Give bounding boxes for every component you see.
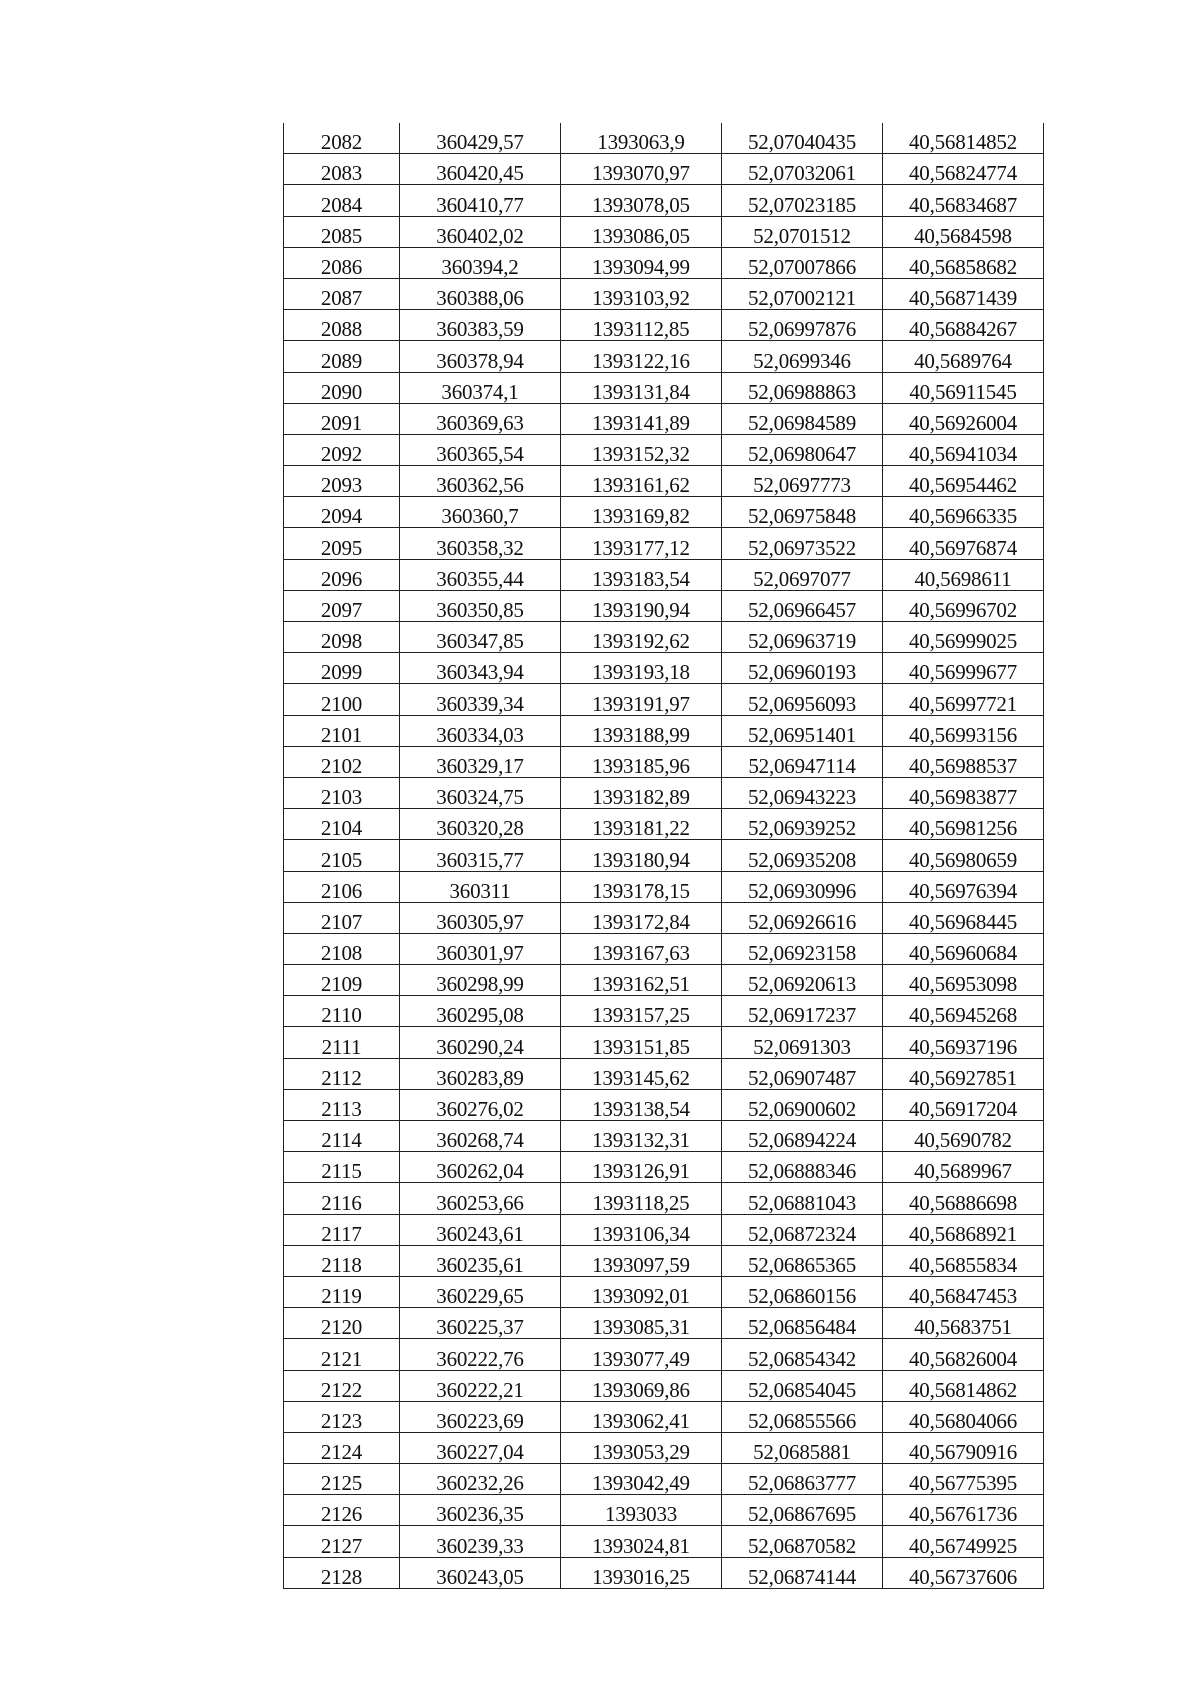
- y-coordinate-cell: 1393145,62: [561, 1058, 722, 1089]
- point-number-cell: 2097: [284, 590, 400, 621]
- longitude-cell: 40,5684598: [883, 216, 1044, 247]
- x-coordinate-cell: 360362,56: [400, 466, 561, 497]
- point-number-cell: 2118: [284, 1245, 400, 1276]
- latitude-cell: 52,06943223: [722, 777, 883, 808]
- table-row: [284, 1214, 1044, 1245]
- y-coordinate-cell: 1393169,82: [561, 497, 722, 528]
- y-coordinate-cell: 1393024,81: [561, 1526, 722, 1557]
- point-number-cell: 2113: [284, 1089, 400, 1120]
- point-number-cell: 2095: [284, 528, 400, 559]
- x-coordinate-cell: 360290,24: [400, 1027, 561, 1058]
- longitude-cell: 40,56999677: [883, 653, 1044, 684]
- table-row: [284, 497, 1044, 528]
- table-row: [284, 1464, 1044, 1495]
- table-row: [284, 1027, 1044, 1058]
- point-number-cell: 2111: [284, 1027, 400, 1058]
- x-coordinate-cell: 360343,94: [400, 653, 561, 684]
- latitude-cell: 52,0697077: [722, 559, 883, 590]
- table-row: [284, 247, 1044, 278]
- longitude-cell: 40,56855834: [883, 1245, 1044, 1276]
- longitude-cell: 40,56868921: [883, 1214, 1044, 1245]
- point-number-cell: 2087: [284, 278, 400, 309]
- latitude-cell: 52,06988863: [722, 372, 883, 403]
- longitude-cell: 40,56761736: [883, 1495, 1044, 1526]
- y-coordinate-cell: 1393086,05: [561, 216, 722, 247]
- longitude-cell: 40,56824774: [883, 154, 1044, 185]
- table-row: [284, 403, 1044, 434]
- x-coordinate-cell: 360276,02: [400, 1089, 561, 1120]
- y-coordinate-cell: 1393092,01: [561, 1276, 722, 1307]
- latitude-cell: 52,06947114: [722, 746, 883, 777]
- x-coordinate-cell: 360429,57: [400, 123, 561, 154]
- x-coordinate-cell: 360227,04: [400, 1432, 561, 1463]
- y-coordinate-cell: 1393078,05: [561, 185, 722, 216]
- longitude-cell: 40,56966335: [883, 497, 1044, 528]
- longitude-cell: 40,56804066: [883, 1401, 1044, 1432]
- longitude-cell: 40,56941034: [883, 434, 1044, 465]
- table-row: [284, 809, 1044, 840]
- latitude-cell: 52,06855566: [722, 1401, 883, 1432]
- y-coordinate-cell: 1393063,9: [561, 123, 722, 154]
- point-number-cell: 2085: [284, 216, 400, 247]
- y-coordinate-cell: 1393183,54: [561, 559, 722, 590]
- table-row: [284, 1308, 1044, 1339]
- longitude-cell: 40,56980659: [883, 840, 1044, 871]
- table-row: [284, 216, 1044, 247]
- y-coordinate-cell: 1393126,91: [561, 1152, 722, 1183]
- x-coordinate-cell: 360420,45: [400, 154, 561, 185]
- latitude-cell: 52,0699346: [722, 341, 883, 372]
- table-row: [284, 996, 1044, 1027]
- y-coordinate-cell: 1393181,22: [561, 809, 722, 840]
- longitude-cell: 40,56953098: [883, 965, 1044, 996]
- latitude-cell: 52,06975848: [722, 497, 883, 528]
- y-coordinate-cell: 1393157,25: [561, 996, 722, 1027]
- longitude-cell: 40,56858682: [883, 247, 1044, 278]
- point-number-cell: 2094: [284, 497, 400, 528]
- point-number-cell: 2112: [284, 1058, 400, 1089]
- y-coordinate-cell: 1393097,59: [561, 1245, 722, 1276]
- point-number-cell: 2106: [284, 871, 400, 902]
- point-number-cell: 2116: [284, 1183, 400, 1214]
- longitude-cell: 40,56814852: [883, 123, 1044, 154]
- longitude-cell: 40,56826004: [883, 1339, 1044, 1370]
- point-number-cell: 2127: [284, 1526, 400, 1557]
- table-row: [284, 1339, 1044, 1370]
- longitude-cell: 40,56926004: [883, 403, 1044, 434]
- point-number-cell: 2088: [284, 310, 400, 341]
- point-number-cell: 2083: [284, 154, 400, 185]
- point-number-cell: 2100: [284, 684, 400, 715]
- longitude-cell: 40,56981256: [883, 809, 1044, 840]
- table-row: [284, 1432, 1044, 1463]
- latitude-cell: 52,06980647: [722, 434, 883, 465]
- x-coordinate-cell: 360305,97: [400, 902, 561, 933]
- longitude-cell: 40,56999025: [883, 622, 1044, 653]
- longitude-cell: 40,5698611: [883, 559, 1044, 590]
- longitude-cell: 40,5689764: [883, 341, 1044, 372]
- latitude-cell: 52,06966457: [722, 590, 883, 621]
- x-coordinate-cell: 360410,77: [400, 185, 561, 216]
- table-row: [284, 528, 1044, 559]
- table-row: [284, 840, 1044, 871]
- latitude-cell: 52,06874144: [722, 1557, 883, 1588]
- point-number-cell: 2110: [284, 996, 400, 1027]
- x-coordinate-cell: 360243,05: [400, 1557, 561, 1588]
- x-coordinate-cell: 360394,2: [400, 247, 561, 278]
- y-coordinate-cell: 1393152,32: [561, 434, 722, 465]
- x-coordinate-cell: 360298,99: [400, 965, 561, 996]
- x-coordinate-cell: 360222,21: [400, 1370, 561, 1401]
- table-row: [284, 123, 1044, 154]
- x-coordinate-cell: 360232,26: [400, 1464, 561, 1495]
- longitude-cell: 40,56814862: [883, 1370, 1044, 1401]
- latitude-cell: 52,0685881: [722, 1432, 883, 1463]
- point-number-cell: 2089: [284, 341, 400, 372]
- point-number-cell: 2126: [284, 1495, 400, 1526]
- table-row: [284, 715, 1044, 746]
- table-row: [284, 1370, 1044, 1401]
- y-coordinate-cell: 1393138,54: [561, 1089, 722, 1120]
- y-coordinate-cell: 1393070,97: [561, 154, 722, 185]
- point-number-cell: 2082: [284, 123, 400, 154]
- latitude-cell: 52,06854342: [722, 1339, 883, 1370]
- point-number-cell: 2124: [284, 1432, 400, 1463]
- table-row: [284, 1058, 1044, 1089]
- y-coordinate-cell: 1393167,63: [561, 933, 722, 964]
- point-number-cell: 2107: [284, 902, 400, 933]
- y-coordinate-cell: 1393193,18: [561, 653, 722, 684]
- table-row: [284, 1526, 1044, 1557]
- y-coordinate-cell: 1393151,85: [561, 1027, 722, 1058]
- longitude-cell: 40,56988537: [883, 746, 1044, 777]
- x-coordinate-cell: 360339,34: [400, 684, 561, 715]
- longitude-cell: 40,56737606: [883, 1557, 1044, 1588]
- point-number-cell: 2099: [284, 653, 400, 684]
- longitude-cell: 40,56976874: [883, 528, 1044, 559]
- latitude-cell: 52,06930996: [722, 871, 883, 902]
- longitude-cell: 40,56911545: [883, 372, 1044, 403]
- x-coordinate-cell: 360355,44: [400, 559, 561, 590]
- longitude-cell: 40,56917204: [883, 1089, 1044, 1120]
- table-row: [284, 154, 1044, 185]
- table-row: [284, 684, 1044, 715]
- x-coordinate-cell: 360236,35: [400, 1495, 561, 1526]
- table-row: [284, 1121, 1044, 1152]
- table-row: [284, 590, 1044, 621]
- x-coordinate-cell: 360315,77: [400, 840, 561, 871]
- table-row: [284, 1557, 1044, 1588]
- x-coordinate-cell: 360222,76: [400, 1339, 561, 1370]
- latitude-cell: 52,0701512: [722, 216, 883, 247]
- table-row: [284, 871, 1044, 902]
- y-coordinate-cell: 1393185,96: [561, 746, 722, 777]
- point-number-cell: 2108: [284, 933, 400, 964]
- x-coordinate-cell: 360358,32: [400, 528, 561, 559]
- table-row: [284, 622, 1044, 653]
- latitude-cell: 52,06963719: [722, 622, 883, 653]
- longitude-cell: 40,5683751: [883, 1308, 1044, 1339]
- table-row: [284, 746, 1044, 777]
- y-coordinate-cell: 1393033: [561, 1495, 722, 1526]
- table-row: [284, 1089, 1044, 1120]
- point-number-cell: 2114: [284, 1121, 400, 1152]
- table-row: [284, 1401, 1044, 1432]
- latitude-cell: 52,07007866: [722, 247, 883, 278]
- x-coordinate-cell: 360229,65: [400, 1276, 561, 1307]
- table-row: [284, 653, 1044, 684]
- latitude-cell: 52,06860156: [722, 1276, 883, 1307]
- y-coordinate-cell: 1393016,25: [561, 1557, 722, 1588]
- point-number-cell: 2084: [284, 185, 400, 216]
- longitude-cell: 40,56983877: [883, 777, 1044, 808]
- y-coordinate-cell: 1393053,29: [561, 1432, 722, 1463]
- latitude-cell: 52,07032061: [722, 154, 883, 185]
- longitude-cell: 40,56937196: [883, 1027, 1044, 1058]
- latitude-cell: 52,06888346: [722, 1152, 883, 1183]
- latitude-cell: 52,07040435: [722, 123, 883, 154]
- table-row: [284, 1495, 1044, 1526]
- latitude-cell: 52,06872324: [722, 1214, 883, 1245]
- y-coordinate-cell: 1393162,51: [561, 965, 722, 996]
- latitude-cell: 52,06863777: [722, 1464, 883, 1495]
- latitude-cell: 52,06984589: [722, 403, 883, 434]
- longitude-cell: 40,5689967: [883, 1152, 1044, 1183]
- latitude-cell: 52,06900602: [722, 1089, 883, 1120]
- longitude-cell: 40,56775395: [883, 1464, 1044, 1495]
- latitude-cell: 52,06907487: [722, 1058, 883, 1089]
- latitude-cell: 52,0691303: [722, 1027, 883, 1058]
- point-number-cell: 2102: [284, 746, 400, 777]
- y-coordinate-cell: 1393077,49: [561, 1339, 722, 1370]
- longitude-cell: 40,56997721: [883, 684, 1044, 715]
- point-number-cell: 2123: [284, 1401, 400, 1432]
- latitude-cell: 52,06917237: [722, 996, 883, 1027]
- longitude-cell: 40,56749925: [883, 1526, 1044, 1557]
- x-coordinate-cell: 360311: [400, 871, 561, 902]
- latitude-cell: 52,06854045: [722, 1370, 883, 1401]
- longitude-cell: 40,56927851: [883, 1058, 1044, 1089]
- point-number-cell: 2103: [284, 777, 400, 808]
- y-coordinate-cell: 1393192,62: [561, 622, 722, 653]
- table-row: [284, 902, 1044, 933]
- point-number-cell: 2121: [284, 1339, 400, 1370]
- x-coordinate-cell: 360350,85: [400, 590, 561, 621]
- table-row: [284, 341, 1044, 372]
- point-number-cell: 2117: [284, 1214, 400, 1245]
- latitude-cell: 52,06856484: [722, 1308, 883, 1339]
- latitude-cell: 52,06923158: [722, 933, 883, 964]
- longitude-cell: 40,56790916: [883, 1432, 1044, 1463]
- x-coordinate-cell: 360402,02: [400, 216, 561, 247]
- point-number-cell: 2104: [284, 809, 400, 840]
- y-coordinate-cell: 1393085,31: [561, 1308, 722, 1339]
- longitude-cell: 40,5690782: [883, 1121, 1044, 1152]
- point-number-cell: 2109: [284, 965, 400, 996]
- coordinates-table: [283, 123, 1044, 1589]
- x-coordinate-cell: 360334,03: [400, 715, 561, 746]
- point-number-cell: 2115: [284, 1152, 400, 1183]
- table-row: [284, 1276, 1044, 1307]
- longitude-cell: 40,56976394: [883, 871, 1044, 902]
- x-coordinate-cell: 360329,17: [400, 746, 561, 777]
- longitude-cell: 40,56993156: [883, 715, 1044, 746]
- latitude-cell: 52,07002121: [722, 278, 883, 309]
- table-row: [284, 1152, 1044, 1183]
- x-coordinate-cell: 360324,75: [400, 777, 561, 808]
- latitude-cell: 52,06973522: [722, 528, 883, 559]
- x-coordinate-cell: 360374,1: [400, 372, 561, 403]
- table-row: [284, 278, 1044, 309]
- x-coordinate-cell: 360320,28: [400, 809, 561, 840]
- y-coordinate-cell: 1393069,86: [561, 1370, 722, 1401]
- latitude-cell: 52,06920613: [722, 965, 883, 996]
- y-coordinate-cell: 1393103,92: [561, 278, 722, 309]
- point-number-cell: 2125: [284, 1464, 400, 1495]
- point-number-cell: 2093: [284, 466, 400, 497]
- point-number-cell: 2090: [284, 372, 400, 403]
- table-row: [284, 933, 1044, 964]
- latitude-cell: 52,06870582: [722, 1526, 883, 1557]
- x-coordinate-cell: 360365,54: [400, 434, 561, 465]
- point-number-cell: 2120: [284, 1308, 400, 1339]
- longitude-cell: 40,56960684: [883, 933, 1044, 964]
- latitude-cell: 52,06926616: [722, 902, 883, 933]
- latitude-cell: 52,06935208: [722, 840, 883, 871]
- latitude-cell: 52,06865365: [722, 1245, 883, 1276]
- point-number-cell: 2086: [284, 247, 400, 278]
- x-coordinate-cell: 360253,66: [400, 1183, 561, 1214]
- y-coordinate-cell: 1393106,34: [561, 1214, 722, 1245]
- latitude-cell: 52,06939252: [722, 809, 883, 840]
- table-row: [284, 434, 1044, 465]
- x-coordinate-cell: 360262,04: [400, 1152, 561, 1183]
- y-coordinate-cell: 1393190,94: [561, 590, 722, 621]
- x-coordinate-cell: 360347,85: [400, 622, 561, 653]
- y-coordinate-cell: 1393112,85: [561, 310, 722, 341]
- x-coordinate-cell: 360268,74: [400, 1121, 561, 1152]
- x-coordinate-cell: 360235,61: [400, 1245, 561, 1276]
- y-coordinate-cell: 1393131,84: [561, 372, 722, 403]
- longitude-cell: 40,56847453: [883, 1276, 1044, 1307]
- point-number-cell: 2122: [284, 1370, 400, 1401]
- x-coordinate-cell: 360295,08: [400, 996, 561, 1027]
- x-coordinate-cell: 360378,94: [400, 341, 561, 372]
- y-coordinate-cell: 1393172,84: [561, 902, 722, 933]
- y-coordinate-cell: 1393191,97: [561, 684, 722, 715]
- latitude-cell: 52,06881043: [722, 1183, 883, 1214]
- longitude-cell: 40,56968445: [883, 902, 1044, 933]
- latitude-cell: 52,06960193: [722, 653, 883, 684]
- x-coordinate-cell: 360243,61: [400, 1214, 561, 1245]
- point-number-cell: 2101: [284, 715, 400, 746]
- y-coordinate-cell: 1393094,99: [561, 247, 722, 278]
- table-row: [284, 185, 1044, 216]
- y-coordinate-cell: 1393122,16: [561, 341, 722, 372]
- latitude-cell: 52,06894224: [722, 1121, 883, 1152]
- y-coordinate-cell: 1393132,31: [561, 1121, 722, 1152]
- table-row: [284, 466, 1044, 497]
- point-number-cell: 2119: [284, 1276, 400, 1307]
- latitude-cell: 52,06956093: [722, 684, 883, 715]
- table-row: [284, 372, 1044, 403]
- x-coordinate-cell: 360301,97: [400, 933, 561, 964]
- latitude-cell: 52,06951401: [722, 715, 883, 746]
- table-row: [284, 1183, 1044, 1214]
- longitude-cell: 40,56871439: [883, 278, 1044, 309]
- x-coordinate-cell: 360360,7: [400, 497, 561, 528]
- table-row: [284, 559, 1044, 590]
- latitude-cell: 52,06867695: [722, 1495, 883, 1526]
- longitude-cell: 40,56834687: [883, 185, 1044, 216]
- y-coordinate-cell: 1393062,41: [561, 1401, 722, 1432]
- x-coordinate-cell: 360225,37: [400, 1308, 561, 1339]
- table-row: [284, 1245, 1044, 1276]
- y-coordinate-cell: 1393180,94: [561, 840, 722, 871]
- point-number-cell: 2105: [284, 840, 400, 871]
- y-coordinate-cell: 1393178,15: [561, 871, 722, 902]
- table-row: [284, 310, 1044, 341]
- y-coordinate-cell: 1393188,99: [561, 715, 722, 746]
- longitude-cell: 40,56954462: [883, 466, 1044, 497]
- y-coordinate-cell: 1393042,49: [561, 1464, 722, 1495]
- y-coordinate-cell: 1393161,62: [561, 466, 722, 497]
- latitude-cell: 52,06997876: [722, 310, 883, 341]
- latitude-cell: 52,0697773: [722, 466, 883, 497]
- point-number-cell: 2128: [284, 1557, 400, 1588]
- longitude-cell: 40,56886698: [883, 1183, 1044, 1214]
- point-number-cell: 2092: [284, 434, 400, 465]
- table-row: [284, 965, 1044, 996]
- x-coordinate-cell: 360383,59: [400, 310, 561, 341]
- longitude-cell: 40,56945268: [883, 996, 1044, 1027]
- x-coordinate-cell: 360223,69: [400, 1401, 561, 1432]
- y-coordinate-cell: 1393118,25: [561, 1183, 722, 1214]
- x-coordinate-cell: 360283,89: [400, 1058, 561, 1089]
- x-coordinate-cell: 360369,63: [400, 403, 561, 434]
- point-number-cell: 2091: [284, 403, 400, 434]
- y-coordinate-cell: 1393177,12: [561, 528, 722, 559]
- longitude-cell: 40,56996702: [883, 590, 1044, 621]
- x-coordinate-cell: 360239,33: [400, 1526, 561, 1557]
- point-number-cell: 2098: [284, 622, 400, 653]
- longitude-cell: 40,56884267: [883, 310, 1044, 341]
- latitude-cell: 52,07023185: [722, 185, 883, 216]
- y-coordinate-cell: 1393141,89: [561, 403, 722, 434]
- y-coordinate-cell: 1393182,89: [561, 777, 722, 808]
- table-row: [284, 777, 1044, 808]
- coordinates-table-body: [284, 123, 1044, 1588]
- point-number-cell: 2096: [284, 559, 400, 590]
- x-coordinate-cell: 360388,06: [400, 278, 561, 309]
